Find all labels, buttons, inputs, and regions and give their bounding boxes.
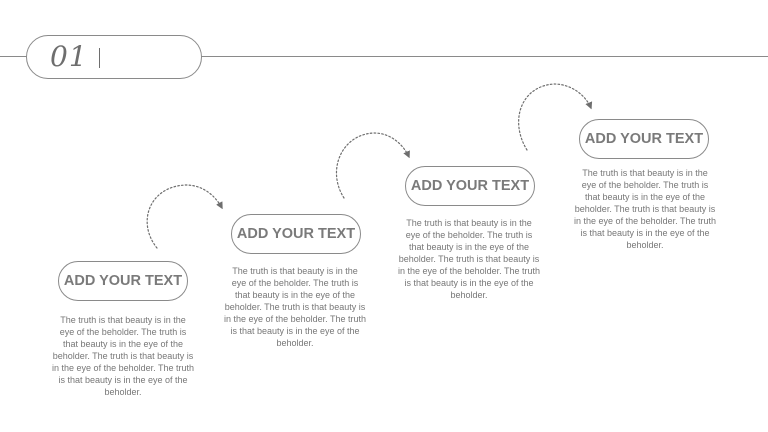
step-4-title-pill: [579, 119, 709, 159]
step-4-title: ADD YOUR TEXT: [584, 131, 704, 147]
connector-arrow-1: [147, 185, 222, 248]
step-1-title-pill: [58, 261, 188, 301]
step-2-title-pill: [231, 214, 361, 254]
step-4-description: The truth is that beauty is in the eye of the beholder. The truth is that beauty is in the eye of the beholder. The truth is that beauty is in the eye of the beholder. The truth is that beauty is in the eye of the beholder.: [574, 168, 716, 250]
step-3-title: ADD YOUR TEXT: [410, 178, 530, 194]
step-1-title: ADD YOUR TEXT: [63, 273, 183, 289]
step-2-title: ADD YOUR TEXT: [236, 226, 356, 242]
step-2-description: The truth is that beauty is in the eye of the beholder. The truth is that beauty is in the eye of the beholder. The truth is that beauty is in the eye of the beholder. The truth is that beauty is in the eye of the beholder.: [224, 266, 366, 348]
step-1-description: The truth is that beauty is in the eye of the beholder. The truth is that beauty is in the eye of the beholder. The truth is that beauty is in the eye of the beholder. The truth is that beauty is in the eye of the beholder.: [52, 315, 194, 397]
step-3-description: The truth is that beauty is in the eye of the beholder. The truth is that beauty is in the eye of the beholder. The truth is that beauty is in the eye of the beholder. The truth is that beauty is in the eye of the beholder.: [398, 218, 540, 300]
section-number: 01: [50, 40, 88, 73]
connector-arrow-2: [336, 133, 409, 198]
step-3-title-pill: [405, 166, 535, 206]
